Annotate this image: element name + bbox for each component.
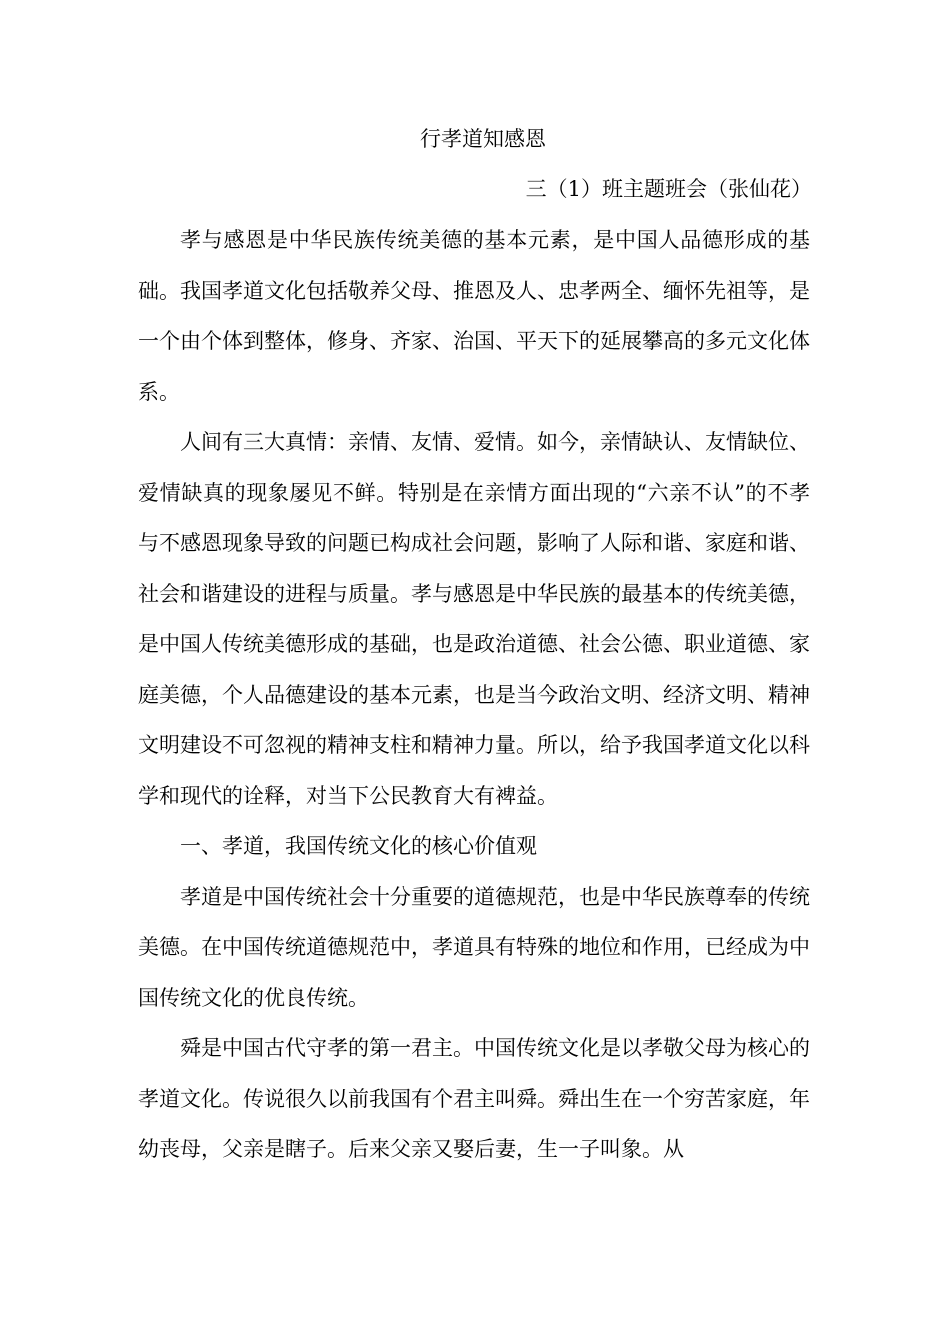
section-heading: 一、孝道，我国传统文化的核心价值观 (180, 834, 537, 858)
paragraph: 人间有三大真情：亲情、友情、爱情。如今，亲情缺认、友情缺位、爱情缺真的现象屡见不鲜。特别是在亲情方面出现的“六亲不认”的不孝与不感恩现象导致的问题已构成社会问题，影响了人际和谐、家庭和谐、社会和谐建设的进程与质量。孝与感恩是中华民族的最基本的传统美德，是中国人传统美德形成的基础，也是政治道德、社会公德、职业道德、家庭美德，个人品德建设的基本元素，也是当今政治文明、经济文明、精神文明建设不可忽视的精神支柱和精神力量。所以，给予我国孝道文化以科学和现代的诠释，对当下公民教育大有裨益。 (138, 430, 810, 808)
paragraph: 孝与感恩是中华民族传统美德的基本元素，是中国人品德形成的基础。我国孝道文化包括敬养父母、推恩及人、忠孝两全、缅怀先祖等，是一个由个体到整体，修身、齐家、治国、平天下的延展攀高的多元文化体系。 (138, 228, 810, 404)
paragraph: 舜是中国古代守孝的第一君主。中国传统文化是以孝敬父母为核心的孝道文化。传说很久以前我国有个君主叫舜。舜出生在一个穷苦家庭，年幼丧母，父亲是瞎子。后来父亲又娶后妻，生一子叫象。从 (138, 1036, 810, 1161)
document-title: 行孝道知感恩 (420, 127, 546, 151)
document-body (138, 215, 810, 1175)
document-subtitle: 三（1）班主题班会（张仙花） (525, 177, 812, 201)
paragraph: 孝道是中国传统社会十分重要的道德规范，也是中华民族尊奉的传统美德。在中国传统道德规范中，孝道具有特殊的地位和作用，已经成为中国传统文化的优良传统。 (138, 884, 810, 1010)
